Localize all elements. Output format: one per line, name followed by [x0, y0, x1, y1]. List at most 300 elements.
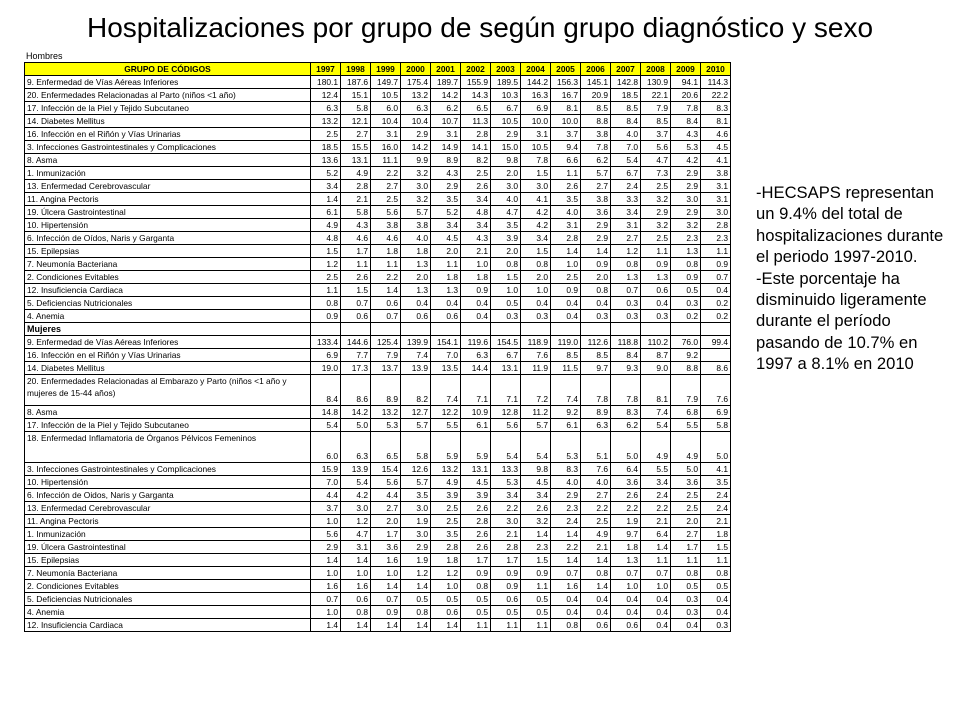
- value-cell: 14.1: [461, 141, 491, 154]
- value-cell: 0.4: [701, 593, 731, 606]
- value-cell: 2.6: [521, 502, 551, 515]
- value-cell: 4.2: [341, 489, 371, 502]
- value-cell: 7.2: [521, 375, 551, 406]
- value-cell: 1.4: [311, 619, 341, 632]
- value-cell: 6.0: [311, 432, 341, 463]
- value-cell: 6.7: [491, 102, 521, 115]
- value-cell: 1.6: [341, 580, 371, 593]
- value-cell: 3.1: [611, 219, 641, 232]
- value-cell: 0.9: [491, 567, 521, 580]
- value-cell: 8.4: [611, 349, 641, 362]
- value-cell: 3.0: [491, 180, 521, 193]
- value-cell: 1.5: [521, 167, 551, 180]
- section-row-mujeres: [25, 323, 731, 336]
- value-cell: 2.9: [581, 219, 611, 232]
- value-cell: 2.2: [581, 502, 611, 515]
- value-cell: 9.3: [611, 362, 641, 375]
- value-cell: 12.7: [401, 406, 431, 419]
- value-cell: 154.5: [491, 336, 521, 349]
- value-cell: 6.1: [551, 419, 581, 432]
- table-row: [25, 271, 731, 284]
- value-cell: 3.5: [551, 193, 581, 206]
- value-cell: 3.0: [701, 206, 731, 219]
- value-cell: 3.4: [431, 219, 461, 232]
- value-cell: 1.5: [341, 284, 371, 297]
- value-cell: 3.4: [311, 180, 341, 193]
- year-header-cell: 2006: [581, 63, 611, 76]
- value-cell: 3.1: [551, 219, 581, 232]
- value-cell: 7.7: [341, 349, 371, 362]
- value-cell: 0.5: [521, 606, 551, 619]
- table-row: [25, 128, 731, 141]
- value-cell: 6.9: [521, 102, 551, 115]
- value-cell: 6.2: [581, 154, 611, 167]
- value-cell: 7.8: [581, 141, 611, 154]
- value-cell: 0.4: [611, 606, 641, 619]
- row-label-cell: 5. Deficiencias Nutricionales: [25, 593, 311, 606]
- value-cell: 0.5: [491, 297, 521, 310]
- value-cell: 1.4: [311, 193, 341, 206]
- value-cell: 1.1: [641, 245, 671, 258]
- table-row: [25, 593, 731, 606]
- row-label-cell: 6. Infección de Oidos, Naris y Garganta: [25, 489, 311, 502]
- value-cell: 2.8: [431, 541, 461, 554]
- value-cell: 0.5: [461, 606, 491, 619]
- value-cell: 8.9: [371, 375, 401, 406]
- value-cell: 2.2: [491, 502, 521, 515]
- value-cell: 2.9: [491, 128, 521, 141]
- value-cell: 1.0: [461, 258, 491, 271]
- value-cell: 4.4: [311, 489, 341, 502]
- value-cell: 4.5: [461, 476, 491, 489]
- value-cell: 7.9: [371, 349, 401, 362]
- value-cell: 2.8: [551, 232, 581, 245]
- value-cell: 1.5: [311, 245, 341, 258]
- value-cell: 7.6: [521, 349, 551, 362]
- value-cell: 0.6: [401, 310, 431, 323]
- value-cell: 118.8: [611, 336, 641, 349]
- value-cell: 12.4: [311, 89, 341, 102]
- data-table-container: [24, 50, 730, 632]
- value-cell: 4.6: [701, 128, 731, 141]
- value-cell: 20.9: [581, 89, 611, 102]
- value-cell: 3.1: [701, 193, 731, 206]
- row-label-cell: 1. Inmunización: [25, 528, 311, 541]
- value-cell: 3.1: [371, 128, 401, 141]
- value-cell: 0.4: [581, 593, 611, 606]
- value-cell: 2.1: [641, 515, 671, 528]
- value-cell: 0.9: [461, 284, 491, 297]
- value-cell: 5.4: [311, 419, 341, 432]
- value-cell: 0.9: [371, 606, 401, 619]
- value-cell: 11.9: [521, 362, 551, 375]
- table-row: [25, 619, 731, 632]
- value-cell: 0.4: [401, 297, 431, 310]
- row-label-cell: 11. Angina Pectoris: [25, 515, 311, 528]
- value-cell: 5.0: [701, 432, 731, 463]
- value-cell: 0.6: [431, 310, 461, 323]
- value-cell: 0.6: [641, 284, 671, 297]
- value-cell: 1.0: [641, 580, 671, 593]
- year-header-cell: 2000: [401, 63, 431, 76]
- value-cell: 145.1: [581, 76, 611, 89]
- value-cell: 1.0: [551, 258, 581, 271]
- value-cell: 0.3: [521, 310, 551, 323]
- value-cell: 1.2: [341, 515, 371, 528]
- value-cell: 2.7: [341, 128, 371, 141]
- value-cell: 2.1: [581, 541, 611, 554]
- value-cell: 11.3: [461, 115, 491, 128]
- empty-cell: [581, 323, 611, 336]
- value-cell: 0.4: [431, 297, 461, 310]
- value-cell: 0.8: [551, 619, 581, 632]
- value-cell: 2.2: [371, 271, 401, 284]
- value-cell: 6.5: [371, 432, 401, 463]
- value-cell: 3.3: [611, 193, 641, 206]
- value-cell: 1.8: [431, 554, 461, 567]
- value-cell: 0.9: [491, 580, 521, 593]
- value-cell: 1.7: [671, 541, 701, 554]
- value-cell: 8.1: [551, 102, 581, 115]
- value-cell: 119.6: [461, 336, 491, 349]
- value-cell: 8.5: [551, 349, 581, 362]
- value-cell: 4.9: [581, 528, 611, 541]
- value-cell: 13.1: [341, 154, 371, 167]
- value-cell: 8.2: [401, 375, 431, 406]
- table-row: [25, 515, 731, 528]
- value-cell: 1.4: [371, 619, 401, 632]
- value-cell: 2.3: [551, 502, 581, 515]
- value-cell: 0.5: [701, 580, 731, 593]
- value-cell: 2.5: [311, 128, 341, 141]
- value-cell: 2.9: [401, 541, 431, 554]
- value-cell: 2.0: [581, 271, 611, 284]
- year-header-cell: 2002: [461, 63, 491, 76]
- section-label-hombres: Hombres: [26, 51, 63, 61]
- value-cell: 15.9: [311, 463, 341, 476]
- value-cell: 10.4: [371, 115, 401, 128]
- value-cell: 8.2: [461, 154, 491, 167]
- value-cell: 3.2: [641, 219, 671, 232]
- value-cell: 13.7: [371, 362, 401, 375]
- value-cell: 0.7: [311, 593, 341, 606]
- value-cell: 0.7: [611, 567, 641, 580]
- value-cell: 1.1: [701, 245, 731, 258]
- value-cell: 13.3: [491, 463, 521, 476]
- value-cell: 7.3: [641, 167, 671, 180]
- value-cell: 0.3: [641, 310, 671, 323]
- value-cell: 4.9: [311, 219, 341, 232]
- value-cell: 175.4: [401, 76, 431, 89]
- value-cell: 4.1: [701, 154, 731, 167]
- value-cell: 8.3: [611, 406, 641, 419]
- value-cell: 6.6: [551, 154, 581, 167]
- table-row: [25, 167, 731, 180]
- year-header-cell: 2005: [551, 63, 581, 76]
- value-cell: 0.9: [311, 310, 341, 323]
- empty-cell: [611, 323, 641, 336]
- empty-cell: [461, 323, 491, 336]
- value-cell: 1.1: [551, 167, 581, 180]
- value-cell: 5.7: [401, 419, 431, 432]
- value-cell: 6.3: [311, 102, 341, 115]
- note-1: -HECSAPS representan un 9.4% del total de hospitalizaciones durante el periodo 1997-2010.: [756, 183, 944, 267]
- value-cell: 8.6: [341, 375, 371, 406]
- value-cell: 4.4: [371, 489, 401, 502]
- value-cell: 22.1: [641, 89, 671, 102]
- value-cell: 3.8: [371, 219, 401, 232]
- row-label-cell: 10. Hipertensión: [25, 219, 311, 232]
- value-cell: 1.0: [311, 567, 341, 580]
- empty-cell: [431, 323, 461, 336]
- value-cell: 5.7: [581, 167, 611, 180]
- row-label-cell: 15. Epilepsias: [25, 245, 311, 258]
- value-cell: 3.0: [491, 515, 521, 528]
- value-cell: 1.1: [431, 258, 461, 271]
- row-label-cell: 2. Condiciones Evitables: [25, 580, 311, 593]
- value-cell: 2.8: [701, 219, 731, 232]
- value-cell: 4.0: [581, 476, 611, 489]
- table-row: [25, 206, 731, 219]
- value-cell: 3.4: [641, 476, 671, 489]
- value-cell: 2.6: [461, 180, 491, 193]
- value-cell: 0.4: [521, 297, 551, 310]
- value-cell: 5.6: [311, 528, 341, 541]
- value-cell: 0.3: [611, 310, 641, 323]
- value-cell: 6.0: [371, 102, 401, 115]
- value-cell: 4.6: [341, 232, 371, 245]
- row-label-cell: 7. Neumonía Bacteriana: [25, 258, 311, 271]
- value-cell: 7.9: [671, 375, 701, 406]
- row-label-cell: 14. Diabetes Mellitus: [25, 115, 311, 128]
- value-cell: 7.8: [671, 102, 701, 115]
- value-cell: 0.9: [551, 284, 581, 297]
- row-label-cell: 13. Enfermedad Cerebrovascular: [25, 502, 311, 515]
- value-cell: 2.5: [461, 167, 491, 180]
- value-cell: 187.6: [341, 76, 371, 89]
- value-cell: 94.1: [671, 76, 701, 89]
- empty-cell: [641, 323, 671, 336]
- value-cell: 2.9: [311, 541, 341, 554]
- value-cell: 10.5: [491, 115, 521, 128]
- empty-cell: [551, 323, 581, 336]
- value-cell: 0.5: [671, 580, 701, 593]
- value-cell: 2.0: [401, 271, 431, 284]
- value-cell: 0.2: [701, 310, 731, 323]
- row-label-cell: 5. Deficiencias Nutricionales: [25, 297, 311, 310]
- value-cell: 8.1: [641, 375, 671, 406]
- value-cell: 0.8: [461, 580, 491, 593]
- value-cell: 5.0: [671, 463, 701, 476]
- empty-cell: [521, 323, 551, 336]
- value-cell: 5.8: [341, 102, 371, 115]
- value-cell: 2.2: [551, 541, 581, 554]
- value-cell: 5.9: [461, 432, 491, 463]
- value-cell: 10.7: [431, 115, 461, 128]
- value-cell: 6.3: [341, 432, 371, 463]
- value-cell: 0.9: [671, 271, 701, 284]
- table-row: [25, 284, 731, 297]
- value-cell: 3.1: [701, 180, 731, 193]
- value-cell: 3.6: [371, 541, 401, 554]
- value-cell: 3.1: [521, 128, 551, 141]
- year-header-cell: 1998: [341, 63, 371, 76]
- value-cell: 2.1: [701, 515, 731, 528]
- value-cell: 0.7: [371, 310, 401, 323]
- value-cell: 0.7: [341, 297, 371, 310]
- value-cell: 0.4: [551, 606, 581, 619]
- value-cell: 1.1: [701, 554, 731, 567]
- value-cell: 7.4: [431, 375, 461, 406]
- value-cell: 112.6: [581, 336, 611, 349]
- value-cell: 2.5: [431, 502, 461, 515]
- value-cell: 154.1: [431, 336, 461, 349]
- row-label-cell: 16. Infección en el Riñón y Vías Urinarias: [25, 128, 311, 141]
- value-cell: 0.8: [581, 284, 611, 297]
- value-cell: 2.6: [461, 528, 491, 541]
- value-cell: 3.0: [341, 502, 371, 515]
- value-cell: 1.3: [431, 284, 461, 297]
- value-cell: 1.4: [401, 580, 431, 593]
- empty-cell: [671, 323, 701, 336]
- year-header-cell: 2009: [671, 63, 701, 76]
- value-cell: 4.9: [341, 167, 371, 180]
- value-cell: 13.1: [461, 463, 491, 476]
- value-cell: 5.6: [371, 476, 401, 489]
- value-cell: 9.9: [401, 154, 431, 167]
- value-cell: 2.0: [491, 167, 521, 180]
- table-row: [25, 463, 731, 476]
- row-label-cell: 12. Insuficiencia Cardiaca: [25, 619, 311, 632]
- value-cell: 1.0: [431, 580, 461, 593]
- value-cell: 3.8: [581, 193, 611, 206]
- value-cell: 3.6: [581, 206, 611, 219]
- value-cell: 2.5: [581, 515, 611, 528]
- value-cell: 6.1: [311, 206, 341, 219]
- value-cell: 2.1: [461, 245, 491, 258]
- value-cell: 2.5: [371, 193, 401, 206]
- value-cell: 3.9: [461, 489, 491, 502]
- value-cell: 22.2: [701, 89, 731, 102]
- value-cell: 3.4: [491, 489, 521, 502]
- value-cell: 1.9: [611, 515, 641, 528]
- value-cell: 6.4: [611, 463, 641, 476]
- side-note: [756, 182, 956, 375]
- table-row: [25, 567, 731, 580]
- value-cell: 9.8: [521, 463, 551, 476]
- value-cell: 125.4: [371, 336, 401, 349]
- value-cell: 9.2: [671, 349, 701, 362]
- value-cell: 11.5: [551, 362, 581, 375]
- page-title: Hospitalizaciones por grupo de según grupo diagnóstico y sexo: [86, 12, 874, 43]
- value-cell: 3.5: [431, 528, 461, 541]
- value-cell: 5.8: [701, 419, 731, 432]
- row-label-cell: 4. Anemia: [25, 310, 311, 323]
- table-row: [25, 258, 731, 271]
- value-cell: 5.3: [671, 141, 701, 154]
- value-cell: 15.0: [491, 141, 521, 154]
- value-cell: 2.5: [431, 515, 461, 528]
- value-cell: 16.0: [371, 141, 401, 154]
- value-cell: 0.7: [551, 567, 581, 580]
- value-cell: 139.9: [401, 336, 431, 349]
- value-cell: 5.7: [521, 419, 551, 432]
- value-cell: 2.2: [641, 502, 671, 515]
- value-cell: 119.0: [551, 336, 581, 349]
- value-cell: 5.4: [641, 419, 671, 432]
- value-cell: 1.2: [311, 258, 341, 271]
- value-cell: 0.9: [701, 258, 731, 271]
- value-cell: 0.5: [521, 593, 551, 606]
- row-label-cell: 15. Epilepsias: [25, 554, 311, 567]
- value-cell: 0.9: [461, 567, 491, 580]
- table-row: [25, 76, 731, 89]
- table-header-row: [25, 63, 731, 76]
- value-cell: 1.5: [701, 541, 731, 554]
- value-cell: 7.8: [581, 375, 611, 406]
- value-cell: 0.8: [581, 567, 611, 580]
- value-cell: 16.7: [551, 89, 581, 102]
- value-cell: 1.5: [521, 245, 551, 258]
- value-cell: 5.2: [311, 167, 341, 180]
- table-row: [25, 297, 731, 310]
- table-row: [25, 89, 731, 102]
- value-cell: 8.9: [581, 406, 611, 419]
- value-cell: 1.5: [521, 554, 551, 567]
- value-cell: 1.8: [461, 271, 491, 284]
- table-row: [25, 154, 731, 167]
- value-cell: 0.2: [671, 310, 701, 323]
- value-cell: 5.6: [491, 419, 521, 432]
- value-cell: 0.3: [701, 619, 731, 632]
- value-cell: 3.5: [401, 489, 431, 502]
- value-cell: 5.3: [551, 432, 581, 463]
- value-cell: 0.5: [491, 606, 521, 619]
- value-cell: 2.8: [461, 128, 491, 141]
- value-cell: 2.9: [431, 180, 461, 193]
- year-header-cell: 1999: [371, 63, 401, 76]
- year-header-cell: 2001: [431, 63, 461, 76]
- value-cell: 3.0: [671, 193, 701, 206]
- table-row: [25, 419, 731, 432]
- value-cell: 99.4: [701, 336, 731, 349]
- value-cell: 2.9: [551, 489, 581, 502]
- value-cell: [701, 349, 731, 362]
- value-cell: 0.4: [671, 619, 701, 632]
- value-cell: 5.4: [521, 432, 551, 463]
- value-cell: 4.0: [611, 128, 641, 141]
- value-cell: 1.7: [461, 554, 491, 567]
- value-cell: 0.6: [341, 593, 371, 606]
- value-cell: 3.9: [431, 489, 461, 502]
- value-cell: 3.4: [521, 489, 551, 502]
- value-cell: 4.7: [341, 528, 371, 541]
- value-cell: 7.9: [641, 102, 671, 115]
- value-cell: 3.1: [431, 128, 461, 141]
- value-cell: 3.0: [401, 528, 431, 541]
- value-cell: 13.1: [491, 362, 521, 375]
- value-cell: 6.8: [671, 406, 701, 419]
- value-cell: 0.6: [341, 310, 371, 323]
- value-cell: 0.4: [701, 284, 731, 297]
- value-cell: 14.2: [341, 406, 371, 419]
- value-cell: 0.4: [701, 606, 731, 619]
- value-cell: 180.1: [311, 76, 341, 89]
- value-cell: 0.6: [491, 593, 521, 606]
- value-cell: 3.8: [581, 128, 611, 141]
- value-cell: 9.4: [551, 141, 581, 154]
- value-cell: 2.0: [371, 515, 401, 528]
